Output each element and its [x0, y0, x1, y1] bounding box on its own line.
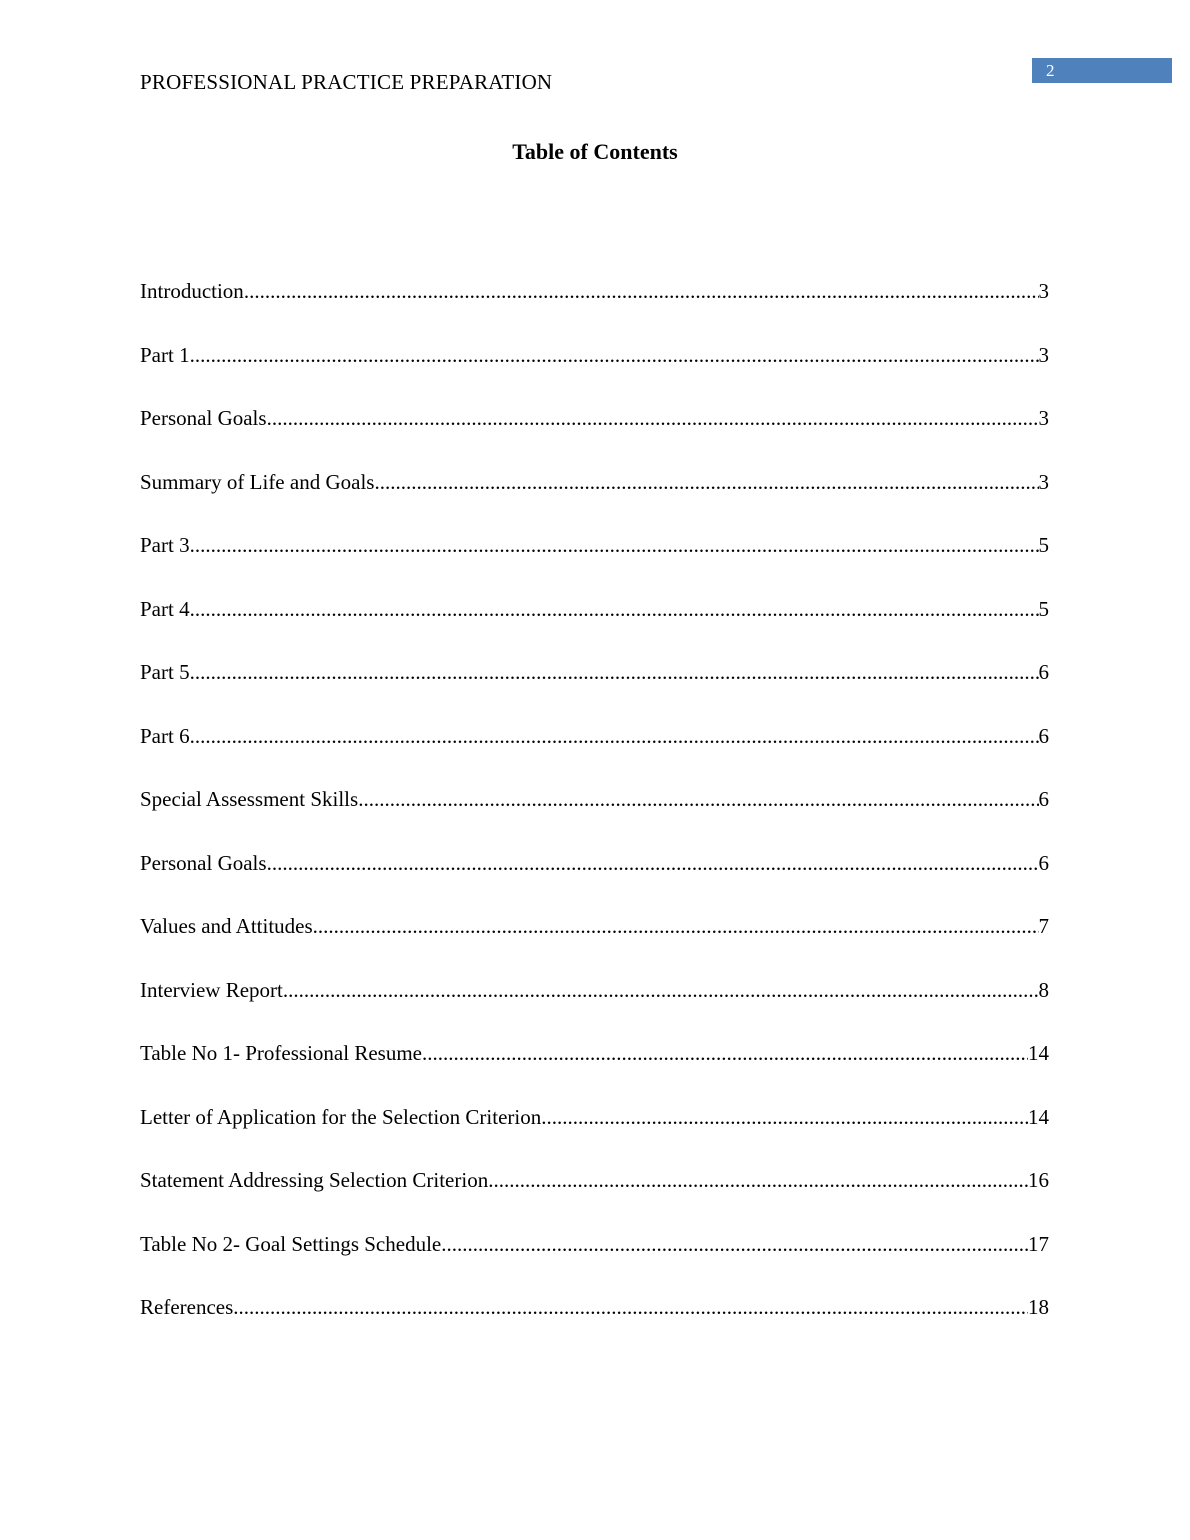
toc-entry-label: Table No 1- Professional Resume: [140, 1041, 422, 1065]
toc-dot-leader: [190, 341, 1039, 369]
toc-entry-label: Personal Goals: [140, 850, 267, 875]
toc-entry-page: 3: [1038, 469, 1049, 494]
toc-entry-page: 5: [1038, 533, 1049, 557]
toc-list: [140, 277, 1049, 1357]
toc-entry[interactable]: [140, 849, 1049, 913]
toc-entry-label: Interview Report: [140, 977, 283, 1002]
toc-entry[interactable]: [140, 722, 1049, 786]
toc-entry[interactable]: [140, 1103, 1049, 1167]
toc-entry-page: 3: [1038, 406, 1049, 430]
toc-entry-page: 6: [1038, 723, 1049, 748]
toc-entry-page: 6: [1038, 660, 1049, 684]
toc-entry-label: Table No 2- Goal Settings Schedule: [140, 1231, 442, 1256]
toc-entry-page: 16: [1028, 1168, 1049, 1192]
toc-entry-page: 6: [1038, 850, 1049, 875]
toc-dot-leader: [541, 1103, 1028, 1131]
toc-dot-leader: [233, 1293, 1028, 1321]
toc-dot-leader: [441, 1230, 1028, 1258]
toc-entry[interactable]: [140, 1293, 1049, 1357]
toc-dot-leader: [283, 976, 1039, 1004]
toc-entry-label: Part 6: [140, 723, 190, 748]
toc-entry[interactable]: [140, 595, 1049, 659]
toc-dot-leader: [374, 468, 1038, 496]
toc-entry-page: 6: [1038, 787, 1049, 811]
toc-entry-page: 5: [1038, 596, 1049, 621]
toc-entry-label: Part 1: [140, 342, 190, 367]
toc-entry-label: Personal Goals: [140, 406, 267, 430]
toc-entry-label: Introduction: [140, 279, 244, 303]
toc-entry-label: Letter of Application for the Selection Criterion: [140, 1104, 542, 1129]
toc-entry-label: Values and Attitudes: [140, 914, 313, 938]
toc-dot-leader: [488, 1166, 1028, 1194]
toc-dot-leader: [190, 595, 1039, 623]
toc-dot-leader: [313, 912, 1039, 940]
toc-entry[interactable]: [140, 277, 1049, 341]
toc-title: Table of Contents: [512, 139, 678, 164]
toc-entry[interactable]: [140, 341, 1049, 405]
toc-dot-leader: [358, 785, 1038, 813]
toc-entry[interactable]: [140, 1166, 1049, 1230]
toc-entry[interactable]: [140, 658, 1049, 722]
toc-entry-page: 14: [1028, 1104, 1049, 1129]
toc-dot-leader: [190, 722, 1039, 750]
toc-entry[interactable]: [140, 531, 1049, 595]
toc-dot-leader: [267, 849, 1039, 877]
toc-entry[interactable]: [140, 976, 1049, 1040]
toc-entry-label: Summary of Life and Goals: [140, 469, 375, 494]
toc-entry-label: Part 3: [140, 533, 190, 557]
toc-entry-page: 7: [1038, 914, 1049, 938]
toc-entry[interactable]: [140, 404, 1049, 468]
toc-entry-page: 8: [1038, 977, 1049, 1002]
toc-entry-page: 17: [1028, 1231, 1049, 1256]
toc-entry-page: 3: [1038, 279, 1049, 303]
toc-entry-label: Statement Addressing Selection Criterion: [140, 1168, 489, 1192]
toc-entry-label: Special Assessment Skills: [140, 787, 359, 811]
page-number: 2: [1032, 58, 1172, 83]
toc-entry-page: 3: [1038, 342, 1049, 367]
toc-entry-label: References: [140, 1295, 234, 1319]
running-head: PROFESSIONAL PRACTICE PREPARATION: [140, 70, 553, 94]
toc-entry-page: 18: [1028, 1295, 1049, 1319]
toc-entry[interactable]: [140, 468, 1049, 532]
toc-entry[interactable]: [140, 912, 1049, 976]
toc-dot-leader: [244, 277, 1039, 305]
toc-dot-leader: [190, 658, 1039, 686]
toc-entry[interactable]: [140, 1039, 1049, 1103]
toc-entry[interactable]: [140, 785, 1049, 849]
toc-entry-label: Part 4: [140, 596, 190, 621]
toc-dot-leader: [190, 531, 1039, 559]
toc-entry[interactable]: [140, 1230, 1049, 1294]
toc-entry-label: Part 5: [140, 660, 190, 684]
toc-entry-page: 14: [1028, 1041, 1049, 1065]
toc-dot-leader: [422, 1039, 1028, 1067]
toc-dot-leader: [267, 404, 1039, 432]
